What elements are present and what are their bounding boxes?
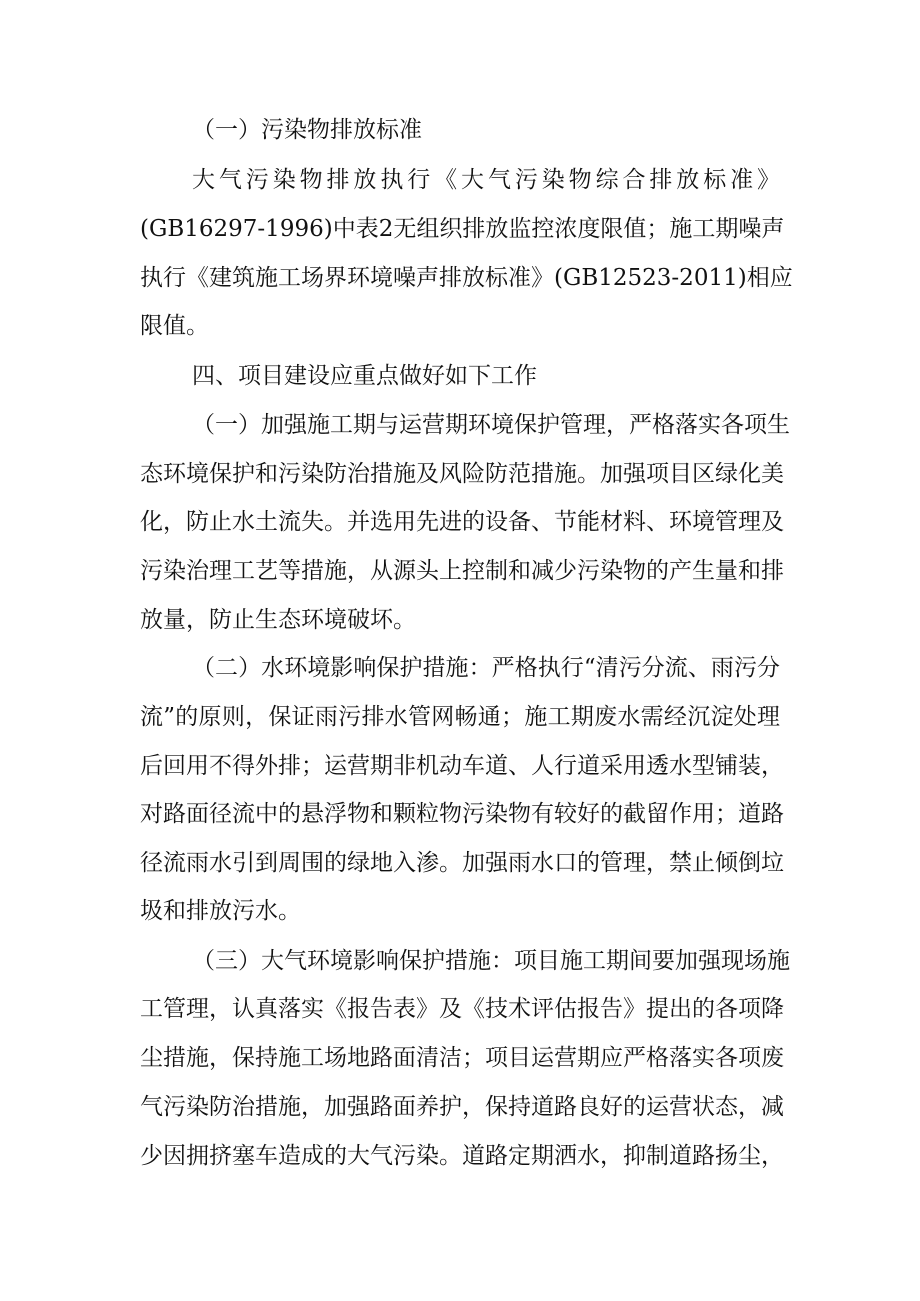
text-line: 气污染防治措施，加强路面养护，保持道路良好的运营状态，减 (140, 1094, 784, 1120)
text-line: 少因拥挤塞车造成的大气污染。道路定期洒水，抑制道路扬尘， (140, 1143, 784, 1169)
text-line: 尘措施，保持施工场地路面清洁；项目运营期应严格落实各项废 (140, 1045, 784, 1071)
section-heading-pollutant-standards: （一）污染物排放标准 (192, 117, 422, 143)
text-line: (GB16297-1996)中表2无组织排放监控浓度限值；施工期噪声 (140, 216, 785, 242)
text-line: 执行《建筑施工场界环境噪声排放标准》(GB12523-2011)相应 (140, 265, 793, 291)
text-line: 工管理，认真落实《报告表》及《技术评估报告》提出的各项降 (140, 996, 784, 1022)
text-line: 放量，防止生态环境破坏。 (140, 607, 416, 633)
text-line: 限值。 (140, 313, 209, 339)
text-line: 大气污染物排放执行《大气污染物综合排放标准》 (192, 167, 780, 193)
text-line: 圾和排放污水。 (140, 898, 301, 924)
text-line: 污染治理工艺等措施，从源头上控制和减少污染物的产生量和排 (140, 558, 784, 584)
text-line: 后回用不得外排；运营期非机动车道、人行道采用透水型铺装， (140, 753, 784, 779)
text-line: 态环境保护和污染防治措施及风险防范措施。加强项目区绿化美 (140, 461, 784, 487)
text-line: （一）加强施工期与运营期环境保护管理，严格落实各项生 (192, 412, 790, 438)
text-line: 径流雨水引到周围的绿地入渗。加强雨水口的管理，禁止倾倒垃 (140, 850, 784, 876)
text-line: （二）水环境影响保护措施：严格执行“清污分流、雨污分 (192, 655, 780, 681)
text-line: （三）大气环境影响保护措施：项目施工期间要加强现场施 (192, 948, 790, 974)
section-heading-key-work: 四、项目建设应重点做好如下工作 (192, 363, 537, 389)
text-line: 对路面径流中的悬浮物和颗粒物污染物有较好的截留作用；道路 (140, 801, 784, 827)
text-line: 化，防止水土流失。并选用先进的设备、节能材料、环境管理及 (140, 509, 784, 535)
text-line: 流”的原则，保证雨污排水管网畅通；施工期废水需经沉淀处理 (140, 704, 780, 730)
